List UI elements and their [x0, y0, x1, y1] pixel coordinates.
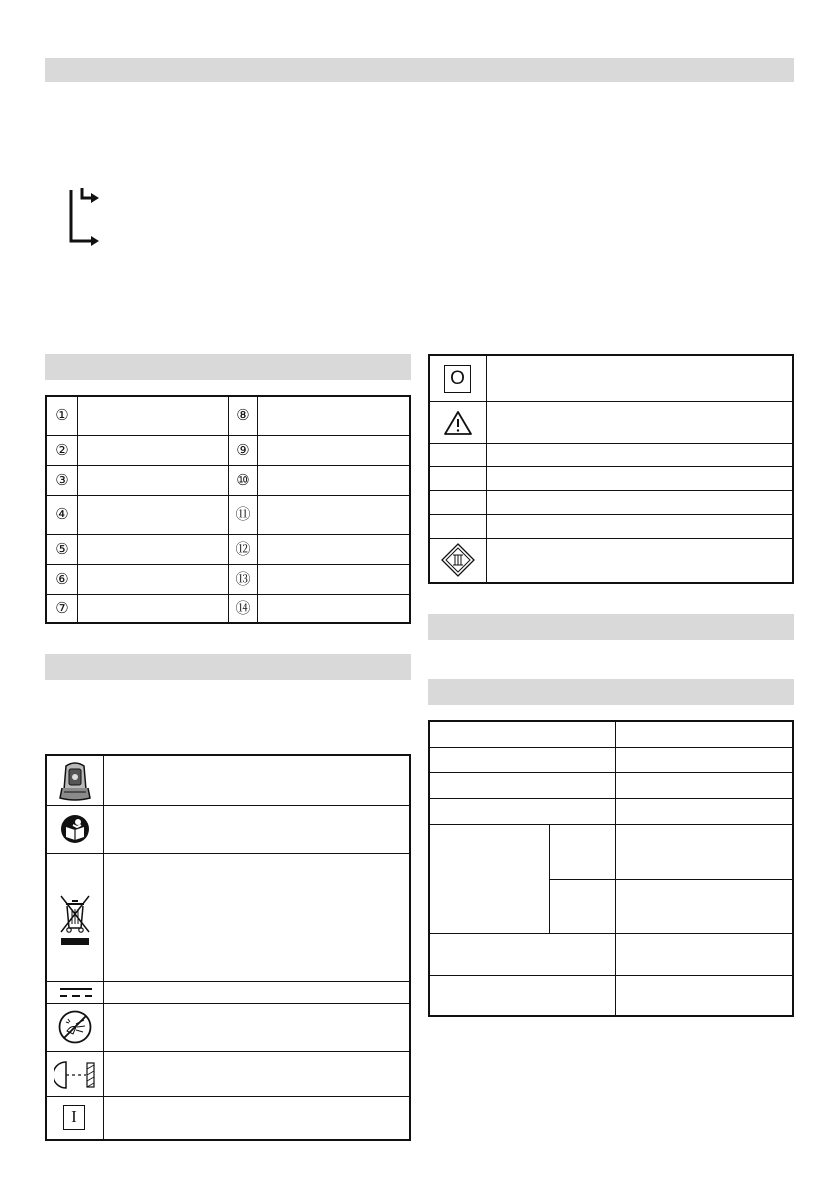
- components-table: [45, 395, 411, 624]
- component-number-11: ⑪: [235, 506, 251, 523]
- class-i-label: I: [71, 1107, 77, 1126]
- right-heading-bar-1: [428, 614, 794, 640]
- right-symbols-table: [428, 354, 794, 584]
- protection-class-iii-icon: [440, 542, 476, 578]
- component-number-9: ⑨: [236, 442, 250, 459]
- component-number-3: ③: [55, 472, 69, 489]
- do-not-stare-laser-icon: [58, 1010, 92, 1044]
- warning-triangle-icon: [443, 410, 473, 436]
- laser-to-target-icon: [54, 1060, 98, 1090]
- class-o-label: O: [450, 368, 465, 389]
- weee-crossed-bin-icon: [58, 892, 92, 946]
- component-number-5: ⑤: [55, 541, 69, 558]
- laser-class-1-icon: [63, 1105, 85, 1130]
- right-heading-bar-2: [428, 679, 794, 705]
- read-manual-icon: [60, 814, 90, 844]
- component-number-12: ⑫: [235, 541, 251, 558]
- symbols-table: [45, 754, 411, 1141]
- component-number-6: ⑥: [55, 571, 69, 588]
- component-number-13: ⑬: [235, 571, 251, 588]
- components-heading-bar: [45, 354, 411, 380]
- component-number-4: ④: [55, 506, 69, 523]
- component-number-1: ①: [55, 407, 69, 424]
- component-number-14: ⑭: [235, 600, 251, 617]
- component-number-10: ⑩: [236, 472, 250, 489]
- component-number-2: ②: [55, 442, 69, 459]
- top-section-bar: [45, 58, 794, 82]
- bracket-arrow-icon: [66, 188, 100, 246]
- class-0-box-icon: [444, 365, 471, 393]
- device-illustration-icon: [58, 760, 92, 802]
- component-number-8: ⑧: [236, 407, 250, 424]
- direct-current-icon: [58, 986, 94, 1000]
- symbols-heading-bar: [45, 654, 411, 680]
- component-number-7: ⑦: [55, 600, 69, 617]
- specifications-table: [428, 720, 794, 1017]
